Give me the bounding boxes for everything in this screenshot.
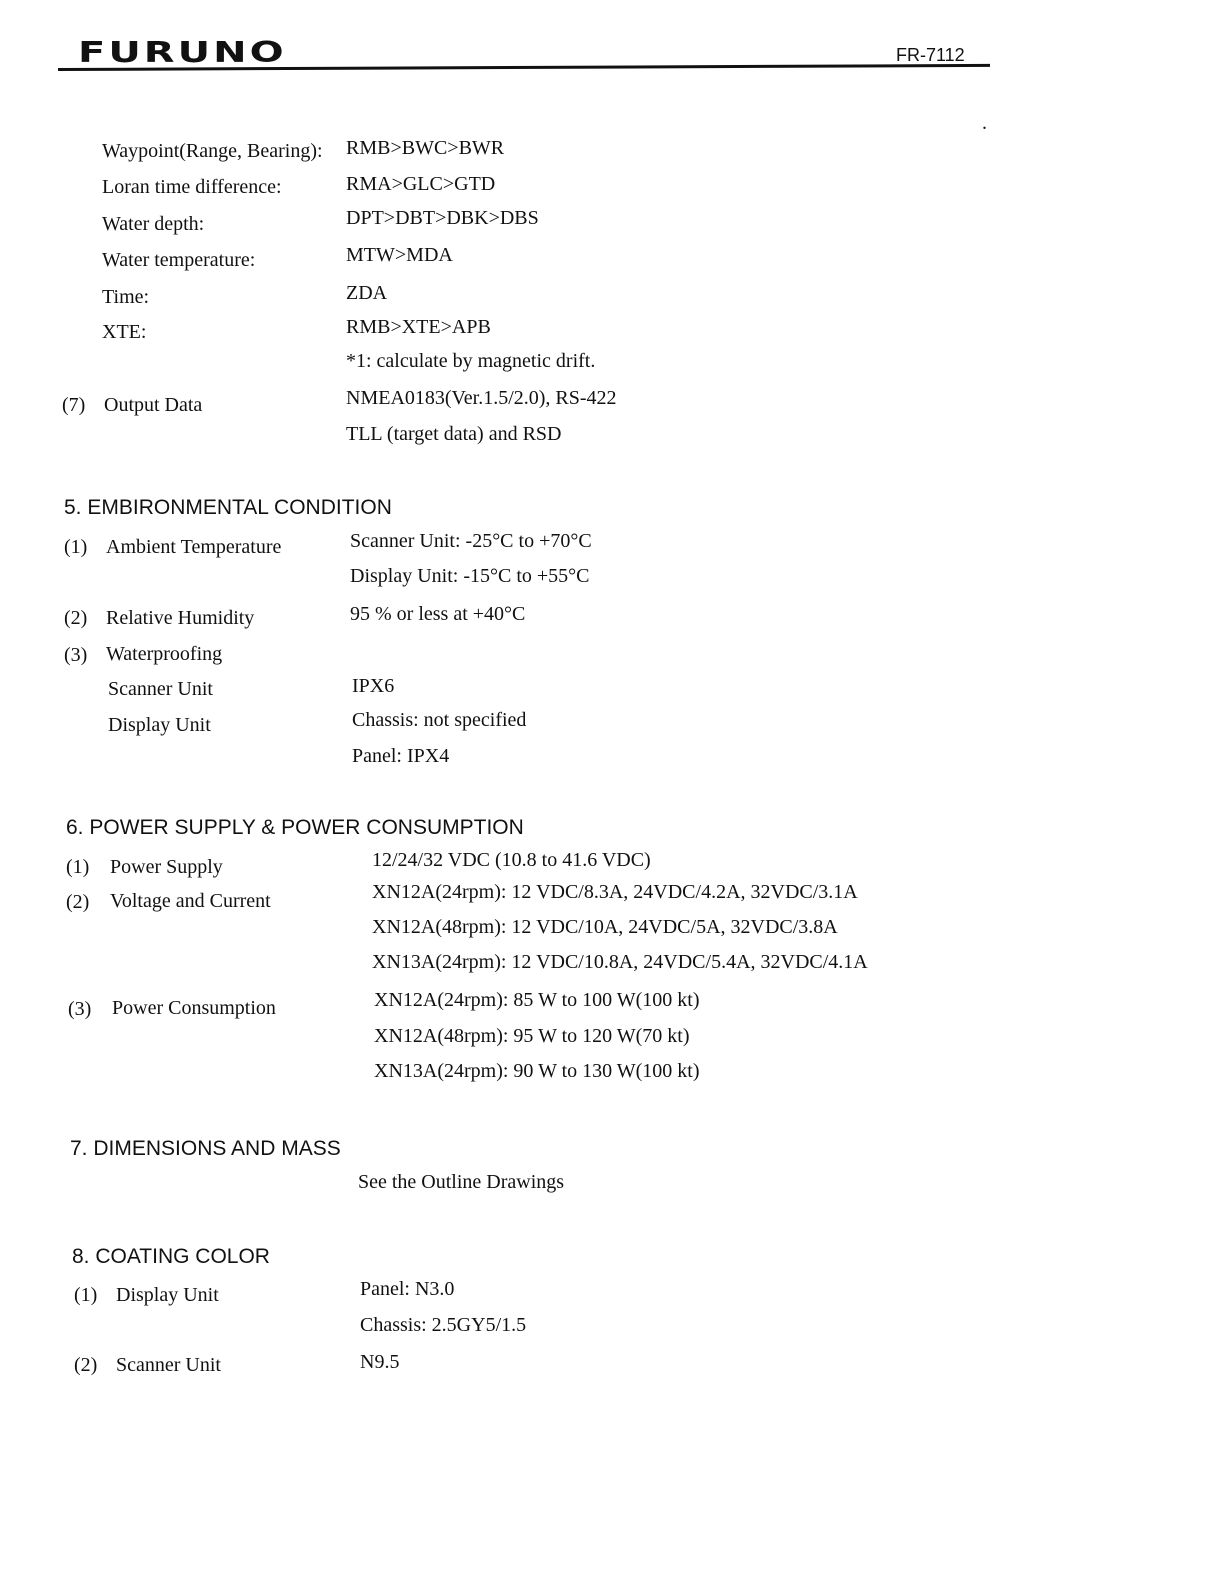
magnetic-drift-note: *1: calculate by magnetic drift. (346, 350, 596, 372)
furuno-logo: FURUNO (78, 35, 287, 69)
section-8-heading: 8. COATING COLOR (72, 1245, 270, 1268)
display-unit-value: Chassis: not specified (352, 709, 527, 731)
loran-value: RMA>GLC>GTD (346, 173, 496, 195)
waypoint-value: RMB>BWC>BWR (346, 137, 505, 159)
document-id: FR-7112 (896, 45, 965, 65)
time-value: ZDA (346, 282, 388, 304)
voltage-line: XN12A(48rpm): 12 VDC/10A, 24VDC/5A, 32VDC/3.8A (372, 916, 838, 938)
waypoint-label: Waypoint(Range, Bearing): (102, 140, 323, 162)
section-6-heading: 6. POWER SUPPLY & POWER CONSUMPTION (66, 816, 524, 839)
coating-scanner-value: N9.5 (360, 1351, 400, 1373)
coating-display-value: Panel: N3.0 (360, 1278, 455, 1300)
ambient-value: Display Unit: -15°C to +55°C (350, 565, 590, 587)
coating-display-value: Chassis: 2.5GY5/1.5 (360, 1314, 527, 1336)
xte-value: RMB>XTE>APB (346, 316, 491, 338)
voltage-line: XN13A(24rpm): 12 VDC/10.8A, 24VDC/5.4A, 32VDC/4.1A (372, 951, 868, 973)
consumption-line: XN12A(24rpm): 85 W to 100 W(100 kt) (374, 989, 700, 1011)
humidity-value: 95 % or less at +40°C (350, 603, 526, 625)
consumption-number: (3) (68, 998, 92, 1020)
scanner-unit-label: Scanner Unit (108, 678, 213, 700)
section-5-heading: 5. EMBIRONMENTAL CONDITION (64, 496, 392, 519)
power-supply-label: Power Supply (110, 856, 223, 878)
consumption-label: Power Consumption (112, 997, 276, 1019)
voltage-label: Voltage and Current (110, 890, 271, 912)
consumption-line: XN13A(24rpm): 90 W to 130 W(100 kt) (374, 1060, 700, 1082)
coating-display-number: (1) (74, 1284, 98, 1306)
ambient-number: (1) (64, 536, 88, 558)
humidity-number: (2) (64, 607, 88, 629)
water-temp-label: Water temperature: (102, 249, 256, 271)
output-data-line: TLL (target data) and RSD (346, 423, 562, 445)
xte-label: XTE: (102, 321, 147, 343)
time-label: Time: (102, 286, 150, 308)
water-depth-label: Water depth: (102, 213, 205, 235)
voltage-line: XN12A(24rpm): 12 VDC/8.3A, 24VDC/4.2A, 32VDC/3.1A (372, 881, 858, 903)
section-7-heading: 7. DIMENSIONS AND MASS (70, 1137, 341, 1160)
power-supply-value: 12/24/32 VDC (10.8 to 41.6 VDC) (372, 849, 651, 871)
ambient-value: Scanner Unit: -25°C to +70°C (350, 530, 592, 552)
humidity-label: Relative Humidity (106, 607, 255, 629)
display-unit-label: Display Unit (108, 714, 211, 736)
waterproofing-number: (3) (64, 644, 88, 666)
output-data-number: (7) (62, 394, 86, 416)
coating-scanner-number: (2) (74, 1354, 98, 1376)
voltage-number: (2) (66, 891, 90, 913)
power-supply-number: (1) (66, 856, 90, 878)
coating-display-label: Display Unit (116, 1284, 219, 1306)
output-data-line: NMEA0183(Ver.1.5/2.0), RS-422 (346, 387, 617, 409)
water-temp-value: MTW>MDA (346, 244, 453, 266)
water-depth-value: DPT>DBT>DBK>DBS (346, 207, 539, 229)
waterproofing-label: Waterproofing (106, 643, 223, 665)
consumption-line: XN12A(48rpm): 95 W to 120 W(70 kt) (374, 1025, 690, 1047)
outline-drawings-note: See the Outline Drawings (358, 1171, 565, 1193)
output-data-label: Output Data (104, 394, 203, 416)
ambient-label: Ambient Temperature (106, 536, 282, 558)
coating-scanner-label: Scanner Unit (116, 1354, 221, 1376)
stray-mark: . (982, 112, 987, 134)
loran-label: Loran time difference: (102, 176, 282, 198)
display-unit-value: Panel: IPX4 (352, 745, 450, 767)
scanner-unit-value: IPX6 (352, 675, 395, 697)
